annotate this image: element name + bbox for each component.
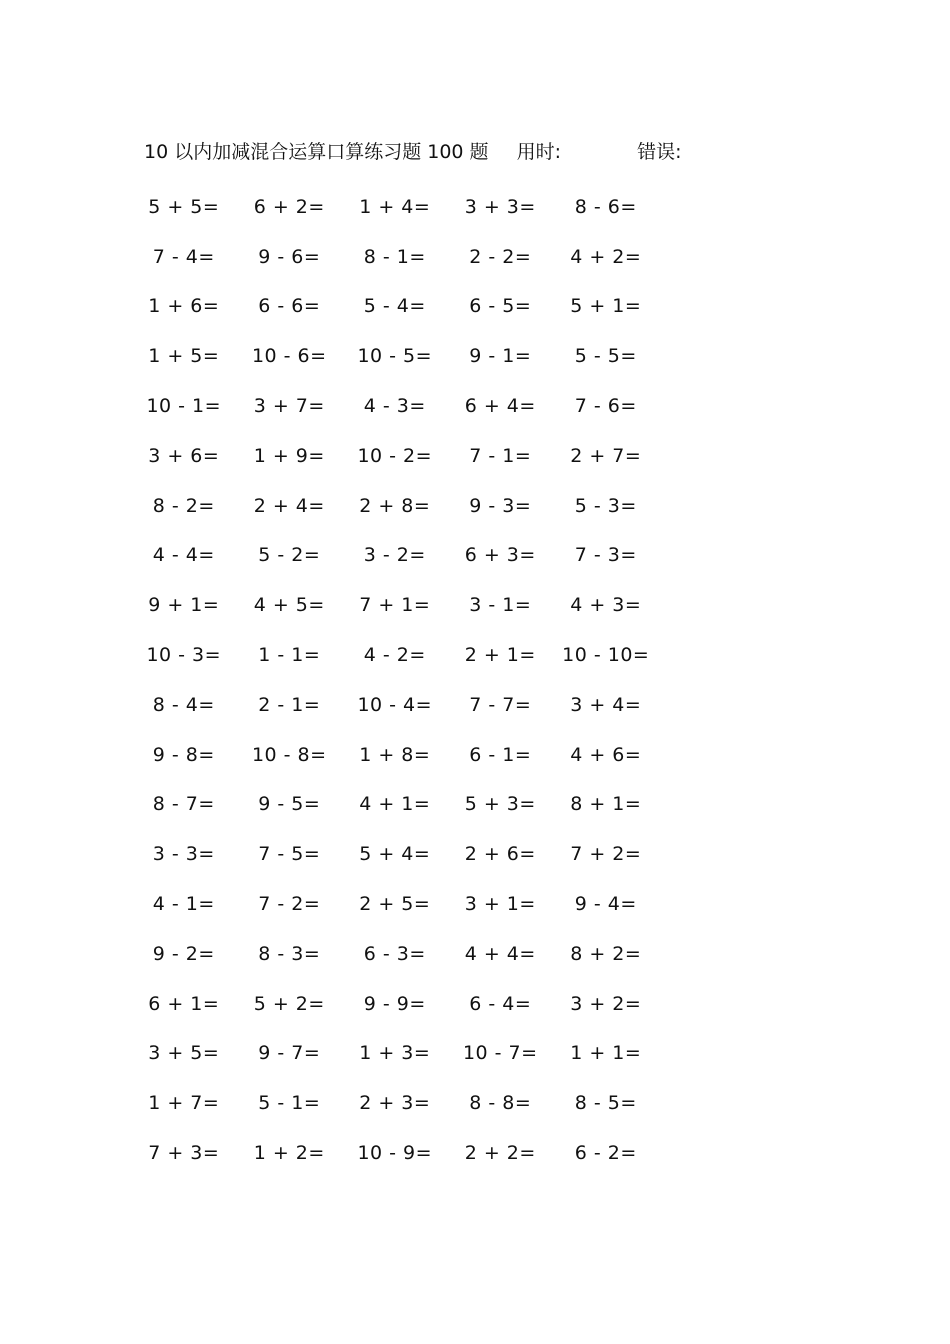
problem-cell: 5 - 2= xyxy=(258,544,321,567)
problem-row xyxy=(131,531,691,581)
problem-cell: 2 + 2= xyxy=(464,1142,536,1165)
problem-cell: 2 + 8= xyxy=(359,494,431,517)
problem-cell: 5 - 4= xyxy=(363,295,426,318)
problem-cell: 4 + 4= xyxy=(464,942,536,965)
problem-cell: 6 - 2= xyxy=(574,1142,637,1165)
problem-cell: 8 - 6= xyxy=(574,195,637,218)
problem-cell: 7 + 2= xyxy=(570,843,642,866)
problem-row xyxy=(131,979,691,1029)
problem-cell: 7 - 7= xyxy=(469,693,532,716)
problem-cell: 6 - 6= xyxy=(258,295,321,318)
time-label: 用时: xyxy=(516,141,562,163)
problem-cell: 9 - 2= xyxy=(152,942,215,965)
problem-cell: 8 - 5= xyxy=(574,1092,637,1115)
problem-row xyxy=(131,1078,691,1128)
problem-grid xyxy=(131,182,691,1178)
problem-row xyxy=(131,182,691,232)
problem-cell: 9 + 1= xyxy=(148,594,220,617)
problem-cell: 3 + 7= xyxy=(253,395,325,418)
problem-cell: 5 + 2= xyxy=(253,992,325,1015)
problem-cell: 10 - 10= xyxy=(562,644,650,667)
error-label: 错误: xyxy=(637,141,682,163)
problem-cell: 1 + 5= xyxy=(148,345,220,368)
problem-cell: 10 - 4= xyxy=(357,693,433,716)
problem-cell: 8 + 2= xyxy=(570,942,642,965)
problem-cell: 7 - 6= xyxy=(574,395,637,418)
problem-cell: 7 + 3= xyxy=(148,1142,220,1165)
problem-cell: 2 + 3= xyxy=(359,1092,431,1115)
problem-row xyxy=(131,630,691,680)
problem-cell: 4 + 5= xyxy=(253,594,325,617)
problem-cell: 1 - 1= xyxy=(258,644,321,667)
problem-cell: 10 - 3= xyxy=(146,644,222,667)
problem-cell: 7 - 2= xyxy=(258,893,321,916)
problem-cell: 9 - 1= xyxy=(469,345,532,368)
problem-cell: 4 + 1= xyxy=(359,793,431,816)
problem-cell: 1 + 6= xyxy=(148,295,220,318)
problem-cell: 10 - 6= xyxy=(251,345,327,368)
problem-cell: 9 - 4= xyxy=(574,893,637,916)
problem-cell: 6 + 1= xyxy=(148,992,220,1015)
problem-row xyxy=(131,481,691,531)
problem-cell: 1 + 7= xyxy=(148,1092,220,1115)
problem-cell: 5 - 3= xyxy=(574,494,637,517)
problem-cell: 7 - 4= xyxy=(152,245,215,268)
problem-cell: 7 - 1= xyxy=(469,444,532,467)
problem-cell: 2 + 6= xyxy=(464,843,536,866)
problem-cell: 1 + 2= xyxy=(253,1142,325,1165)
problem-cell: 5 + 1= xyxy=(570,295,642,318)
problem-cell: 3 + 2= xyxy=(570,992,642,1015)
problem-row xyxy=(131,680,691,730)
problem-row xyxy=(131,1029,691,1079)
problem-cell: 8 - 3= xyxy=(258,942,321,965)
problem-cell: 5 + 4= xyxy=(359,843,431,866)
problem-row xyxy=(131,829,691,879)
problem-cell: 9 - 9= xyxy=(363,992,426,1015)
problem-cell: 4 + 3= xyxy=(570,594,642,617)
problem-cell: 4 - 1= xyxy=(152,893,215,916)
problem-row xyxy=(131,1128,691,1178)
problem-cell: 4 + 6= xyxy=(570,743,642,766)
problem-row xyxy=(131,879,691,929)
problem-cell: 9 - 5= xyxy=(258,793,321,816)
problem-row xyxy=(131,929,691,979)
problem-cell: 7 - 3= xyxy=(574,544,637,567)
problem-cell: 1 + 9= xyxy=(253,444,325,467)
problem-cell: 1 + 8= xyxy=(359,743,431,766)
problem-cell: 6 - 1= xyxy=(469,743,532,766)
problem-cell: 3 + 1= xyxy=(464,893,536,916)
problem-row xyxy=(131,780,691,830)
problem-cell: 6 + 2= xyxy=(253,195,325,218)
problem-cell: 2 - 2= xyxy=(469,245,532,268)
problem-cell: 5 - 5= xyxy=(574,345,637,368)
problem-row xyxy=(131,232,691,282)
problem-cell: 1 + 4= xyxy=(359,195,431,218)
problem-cell: 8 - 8= xyxy=(469,1092,532,1115)
problem-cell: 6 + 3= xyxy=(464,544,536,567)
problem-cell: 10 - 5= xyxy=(357,345,433,368)
problem-cell: 9 - 3= xyxy=(469,494,532,517)
problem-cell: 3 + 6= xyxy=(148,444,220,467)
problem-cell: 2 - 1= xyxy=(258,693,321,716)
problem-row xyxy=(131,580,691,630)
problem-cell: 4 - 2= xyxy=(363,644,426,667)
problem-cell: 2 + 1= xyxy=(464,644,536,667)
problem-cell: 3 + 4= xyxy=(570,693,642,716)
problem-cell: 10 - 9= xyxy=(357,1142,433,1165)
problem-cell: 5 + 3= xyxy=(464,793,536,816)
problem-cell: 9 - 7= xyxy=(258,1042,321,1065)
worksheet-title: 10 以内加减混合运算口算练习题 100 题 xyxy=(144,141,489,163)
problem-row xyxy=(131,431,691,481)
problem-cell: 8 - 2= xyxy=(152,494,215,517)
problem-cell: 8 - 7= xyxy=(152,793,215,816)
problem-cell: 10 - 8= xyxy=(251,743,327,766)
problem-cell: 4 + 2= xyxy=(570,245,642,268)
problem-cell: 6 + 4= xyxy=(464,395,536,418)
problem-cell: 7 + 1= xyxy=(359,594,431,617)
problem-cell: 10 - 7= xyxy=(462,1042,538,1065)
problem-cell: 5 + 5= xyxy=(148,195,220,218)
problem-cell: 10 - 1= xyxy=(146,395,222,418)
problem-cell: 3 - 3= xyxy=(152,843,215,866)
problem-cell: 3 - 1= xyxy=(469,594,532,617)
problem-cell: 1 + 3= xyxy=(359,1042,431,1065)
problem-cell: 6 - 4= xyxy=(469,992,532,1015)
problem-cell: 7 - 5= xyxy=(258,843,321,866)
problem-cell: 8 + 1= xyxy=(570,793,642,816)
problem-cell: 3 - 2= xyxy=(363,544,426,567)
problem-cell: 4 - 4= xyxy=(152,544,215,567)
problem-cell: 4 - 3= xyxy=(363,395,426,418)
problem-cell: 3 + 5= xyxy=(148,1042,220,1065)
problem-cell: 6 - 5= xyxy=(469,295,532,318)
worksheet-header xyxy=(144,137,681,164)
problem-cell: 9 - 8= xyxy=(152,743,215,766)
problem-row xyxy=(131,331,691,381)
problem-row xyxy=(131,730,691,780)
problem-cell: 3 + 3= xyxy=(464,195,536,218)
problem-cell: 2 + 5= xyxy=(359,893,431,916)
problem-cell: 8 - 4= xyxy=(152,693,215,716)
problem-cell: 8 - 1= xyxy=(363,245,426,268)
problem-row xyxy=(131,381,691,431)
problem-cell: 9 - 6= xyxy=(258,245,321,268)
problem-cell: 2 + 4= xyxy=(253,494,325,517)
problem-cell: 2 + 7= xyxy=(570,444,642,467)
problem-cell: 6 - 3= xyxy=(363,942,426,965)
problem-cell: 5 - 1= xyxy=(258,1092,321,1115)
problem-cell: 10 - 2= xyxy=(357,444,433,467)
problem-cell: 1 + 1= xyxy=(570,1042,642,1065)
problem-row xyxy=(131,282,691,332)
